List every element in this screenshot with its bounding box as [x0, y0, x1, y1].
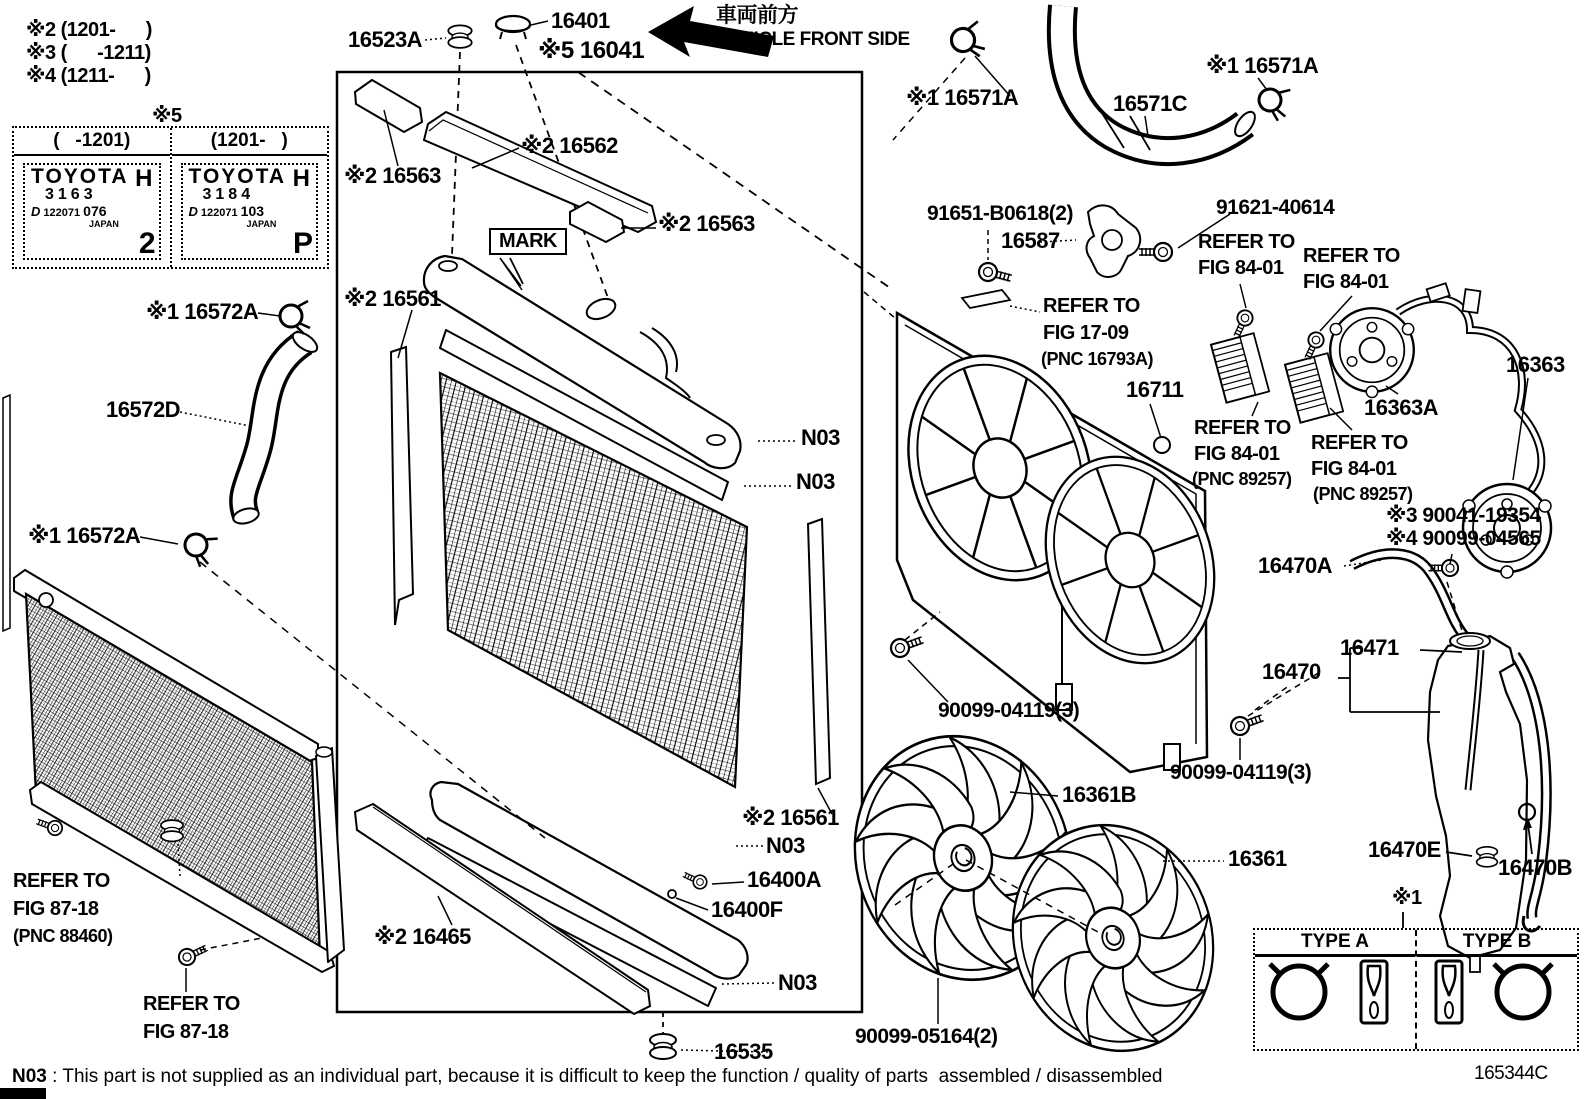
type-table-marker: ※1	[1392, 887, 1422, 909]
sticker2-country: JAPAN	[246, 219, 277, 229]
note-star2: ※2 (1201- )	[26, 19, 152, 41]
label-16401: 16401	[551, 8, 610, 33]
type-b-header: TYPE B	[1417, 930, 1577, 957]
label-16561-lower: ※2 16561	[742, 805, 839, 830]
footnote	[12, 1066, 1163, 1088]
label-N03-4: N03	[778, 970, 817, 995]
clamp-16572A-lower	[178, 527, 219, 570]
refer-fig84-c2: FIG 84-01	[1194, 443, 1280, 465]
fan-shroud-16711	[864, 292, 1242, 772]
condenser	[14, 570, 344, 992]
type-a-header: TYPE A	[1255, 930, 1415, 957]
sticker2-brand: TOYOTA	[188, 165, 287, 188]
label-90099-04119-b: 90099-04119(3)	[1170, 761, 1312, 784]
type-b-body	[1417, 957, 1577, 1049]
page-edge-mark	[0, 1088, 46, 1099]
type-a-body	[1255, 957, 1415, 1049]
refer-fig84-d3: (PNC 89257)	[1313, 484, 1413, 504]
fan-motors	[1330, 283, 1551, 578]
sticker2-letter-top: H	[292, 165, 310, 192]
spec-col-1	[14, 128, 170, 267]
drain-cock-16400A	[681, 868, 709, 891]
refer-fig17-1: REFER TO	[1043, 295, 1140, 317]
label-16470B: 16470B	[1498, 855, 1573, 880]
sticker2-serial-prefix: 122071	[200, 207, 238, 219]
label-90099-04565: ※4 90099-04565	[1386, 527, 1541, 550]
note-star3: ※3 ( -1211)	[26, 42, 151, 64]
clamp-16572A-upper	[280, 301, 310, 334]
refer-fig84-d1: REFER TO	[1311, 432, 1408, 454]
label-16561-upper: ※2 16561	[344, 286, 441, 311]
label-16563-right: ※2 16563	[658, 211, 755, 236]
sticker1-letter-top: H	[135, 165, 153, 192]
label-N03-3: N03	[766, 833, 805, 858]
refer-fig84-b1: REFER TO	[1303, 245, 1400, 267]
sticker2-serial-code: 103	[240, 203, 265, 219]
label-16470A: 16470A	[1258, 553, 1333, 578]
label-16535: 16535	[714, 1039, 773, 1064]
label-16363: 16363	[1506, 352, 1565, 377]
refer-fig84-b2: FIG 84-01	[1303, 271, 1389, 293]
label-16471: 16471	[1340, 635, 1399, 660]
label-16361B: 16361B	[1062, 782, 1137, 807]
label-16571A-left: ※1 16571A	[906, 85, 1019, 110]
sticker1-serial	[31, 205, 153, 220]
refer-fig87-a3: (PNC 88460)	[13, 926, 113, 946]
refer-fig17-3: (PNC 16793A)	[1041, 349, 1154, 369]
sticker2-serial	[189, 205, 311, 220]
label-N03-2: N03	[796, 469, 835, 494]
bracket-16587	[962, 205, 1230, 312]
label-16572A-upper: ※1 16572A	[146, 299, 259, 324]
front-side-en: VEHICLE FRONT SIDE	[716, 29, 910, 50]
inlet-hose-16571C	[1062, 6, 1259, 151]
refer-fig84-c1: REFER TO	[1194, 417, 1291, 439]
spec-col2-header: (1201- )	[172, 128, 328, 156]
front-side-jp: 車両前方	[716, 4, 798, 27]
label-16361: 16361	[1228, 846, 1287, 871]
refer-fig84-d2: FIG 84-01	[1311, 458, 1397, 480]
clamp-16571A-left	[949, 21, 986, 61]
label-16400F: 16400F	[711, 897, 783, 922]
label-16587: 16587	[1001, 228, 1060, 253]
label-16572A-lower: ※1 16572A	[28, 523, 141, 548]
denso-logo: D	[31, 204, 41, 219]
toyota-label-2	[181, 163, 319, 260]
sticker1-letter-big: 2	[138, 227, 156, 260]
footnote-text: : This part is not supplied as an individual part, because it is difficult to keep the function / quality of parts assembled / disassembled	[46, 1066, 1163, 1087]
outlet-hose-16572D	[232, 328, 321, 526]
side-strip-left-margin	[3, 395, 10, 631]
label-16562: ※2 16562	[521, 133, 618, 158]
refer-fig87-a1: REFER TO	[13, 870, 110, 892]
radiator-seals	[355, 80, 656, 242]
label-mark: MARK	[489, 228, 567, 255]
refer-fig87-b1: REFER TO	[143, 993, 240, 1015]
reserve-tank-16470	[1255, 554, 1546, 972]
spec-col-2	[170, 128, 328, 267]
label-91621-40614: 91621-40614	[1216, 196, 1335, 219]
doc-number: 165344C	[1474, 1063, 1548, 1084]
label-16470E: 16470E	[1368, 837, 1441, 862]
sticker1-model: 3163	[45, 186, 97, 203]
clamp-type-table	[1253, 928, 1579, 1051]
label-16572D: 16572D	[106, 397, 181, 422]
label-16470: 16470	[1262, 659, 1321, 684]
sticker1-serial-prefix: 122071	[43, 207, 81, 219]
label-90099-05164: 90099-05164(2)	[855, 1025, 998, 1048]
refer-fig84-a2: FIG 84-01	[1198, 257, 1284, 279]
type-col-a	[1255, 930, 1415, 1049]
label-16400A: 16400A	[747, 867, 822, 892]
drain-grommet-16535	[650, 1034, 676, 1059]
label-16563-left: ※2 16563	[344, 163, 441, 188]
radiator-lower-tank	[355, 782, 748, 1036]
refer-fig84-a1: REFER TO	[1198, 231, 1295, 253]
sticker2-letter-big: P	[292, 227, 313, 260]
sticker2-model: 3184	[202, 186, 255, 203]
note-star4: ※4 (1211- )	[26, 65, 151, 87]
sticker1-brand: TOYOTA	[31, 165, 129, 188]
toyota-label-1	[23, 163, 161, 260]
footnote-code: N03	[12, 1066, 47, 1087]
label-16571A-right: ※1 16571A	[1206, 53, 1319, 78]
front-direction-arrow-icon	[648, 6, 774, 57]
label-N03-1: N03	[801, 425, 840, 450]
spec-table-marker: ※5	[152, 105, 182, 127]
label-16363A: 16363A	[1364, 395, 1439, 420]
label-16523A: 16523A	[348, 27, 423, 52]
refer-fig17-2: FIG 17-09	[1043, 322, 1129, 344]
label-90041-19354: ※3 90041-19354	[1386, 504, 1541, 527]
production-date-table	[12, 126, 329, 269]
type-col-b	[1415, 930, 1577, 1049]
refer-fig87-a2: FIG 87-18	[13, 898, 99, 920]
refer-fig84-c3: (PNC 89257)	[1192, 469, 1292, 489]
spec-col1-header: ( -1201)	[14, 128, 170, 156]
sticker1-serial-code: 076	[83, 203, 107, 219]
clamp-16571A-right	[1255, 83, 1293, 123]
label-16571C: 16571C	[1113, 91, 1188, 116]
label-16041: ※5 16041	[538, 37, 645, 64]
denso-logo: D	[188, 204, 198, 219]
label-16711: 16711	[1126, 377, 1184, 402]
refer-fig87-b2: FIG 87-18	[143, 1021, 229, 1043]
label-16465: ※2 16465	[374, 924, 471, 949]
packing-16400F	[668, 890, 676, 898]
label-91651-B0618: 91651-B0618(2)	[927, 202, 1073, 225]
sticker1-country: JAPAN	[89, 219, 119, 229]
label-90099-04119-a: 90099-04119(3)	[938, 699, 1080, 722]
